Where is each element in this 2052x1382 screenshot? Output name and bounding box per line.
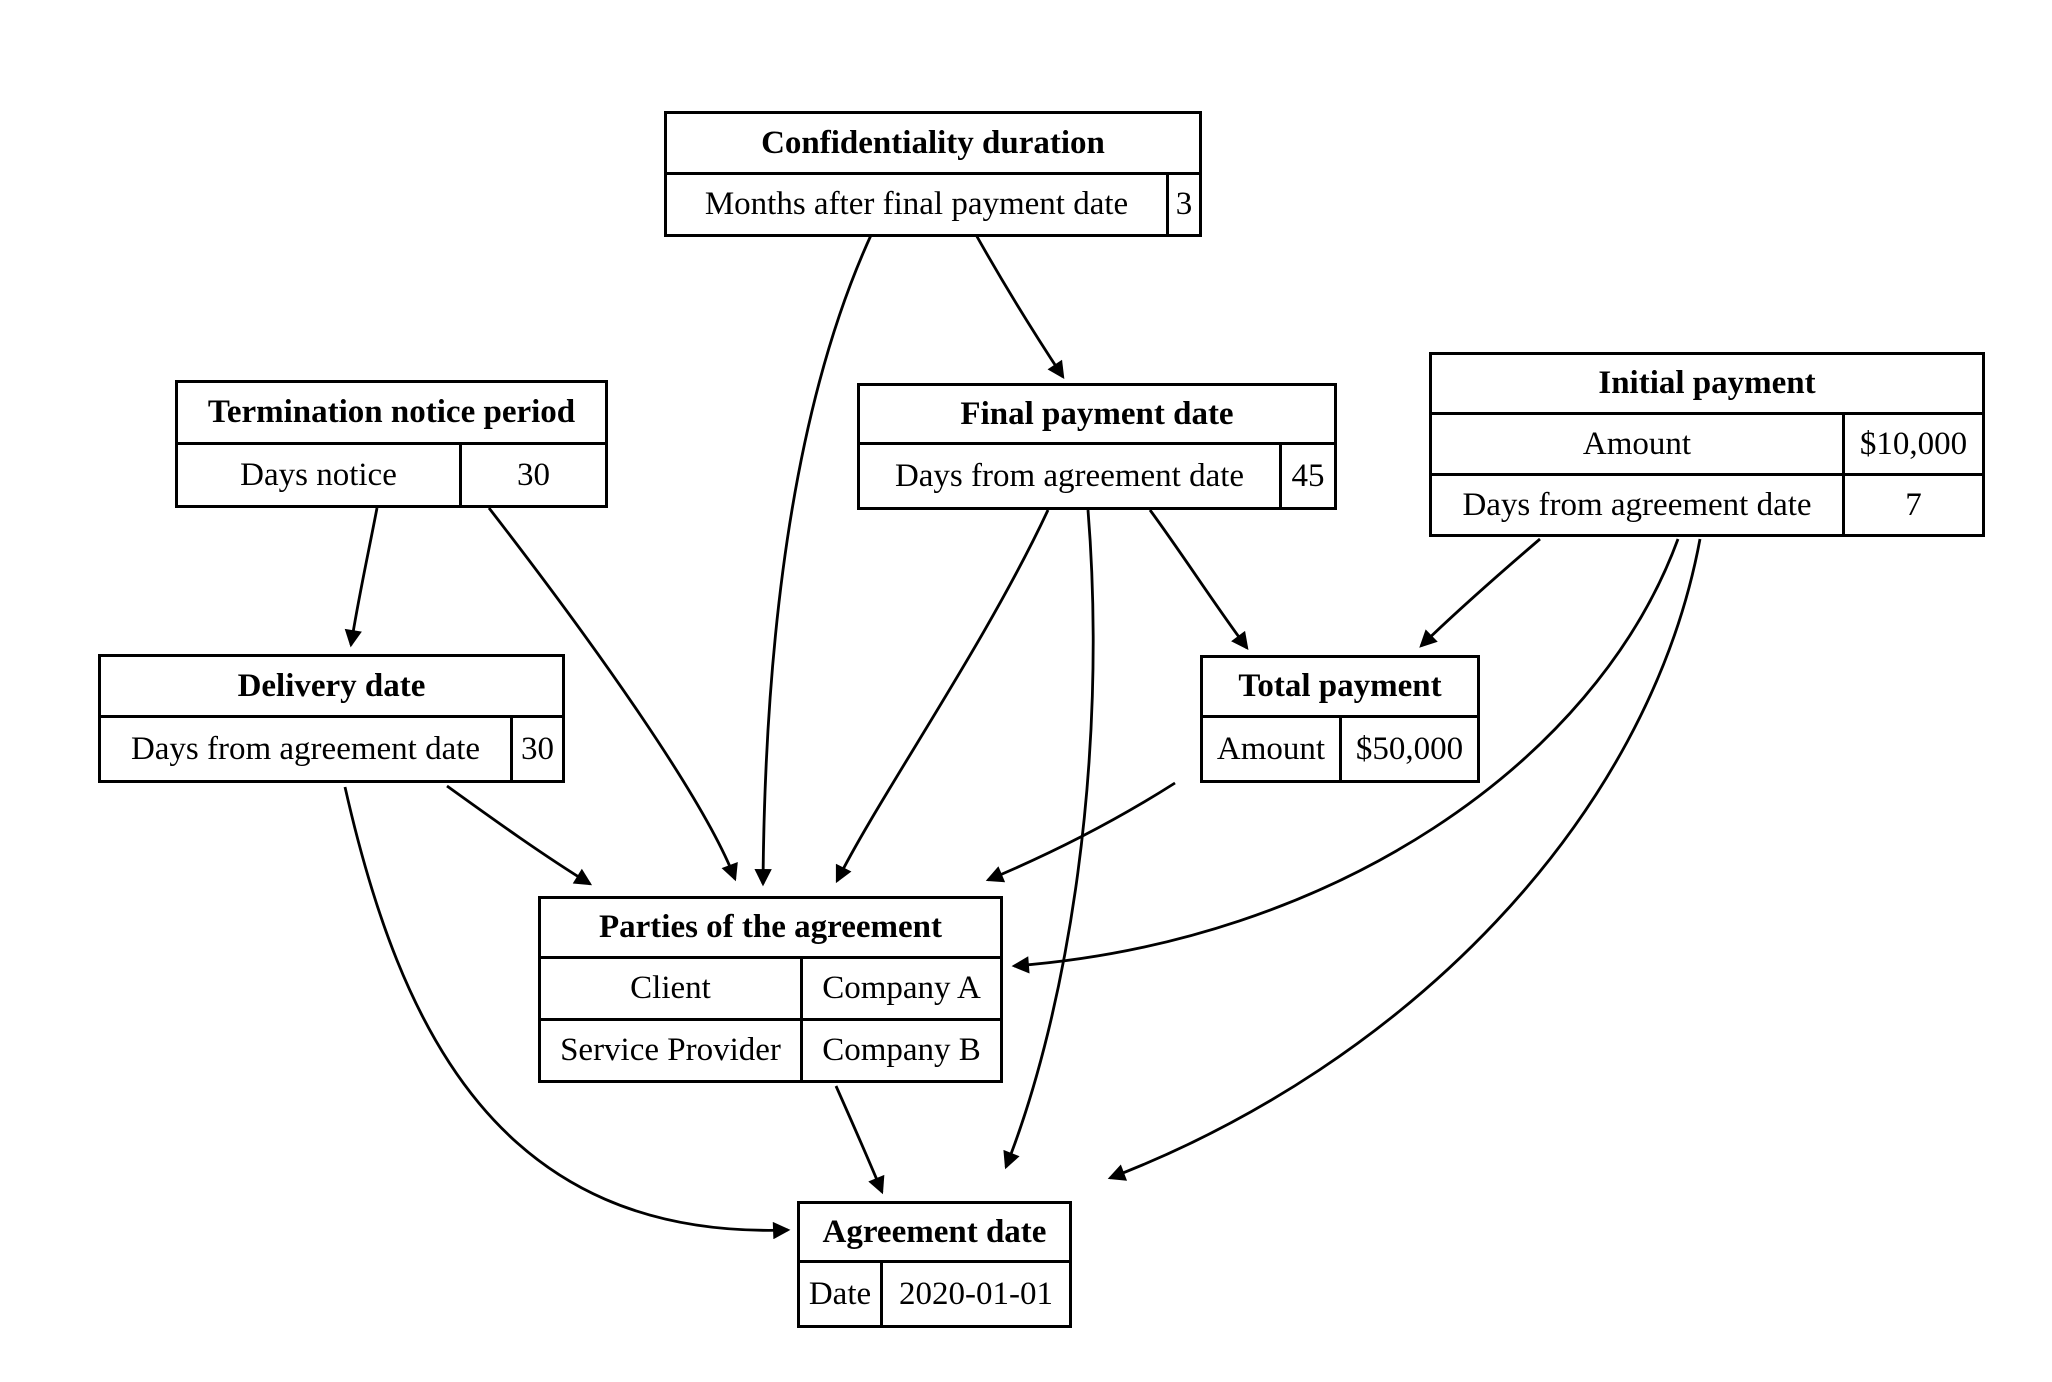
table-row bbox=[101, 718, 562, 780]
table-row bbox=[1432, 415, 1982, 473]
edge-final-payment-date-to-parties-of-the-agreement bbox=[837, 510, 1048, 881]
row-value: 45 bbox=[1279, 445, 1334, 507]
row-label: Amount bbox=[1216, 730, 1326, 767]
row-label: Days from agreement date bbox=[894, 457, 1245, 494]
row-label: Client bbox=[630, 970, 711, 1006]
row-value: 30 bbox=[510, 718, 562, 780]
node-initial-payment bbox=[1429, 352, 1985, 537]
row-value: $50,000 bbox=[1339, 718, 1477, 780]
table-row bbox=[800, 1263, 1069, 1325]
row-value: $10,000 bbox=[1842, 415, 1982, 473]
table-row bbox=[667, 175, 1199, 234]
node-confidentiality-duration bbox=[664, 111, 1202, 237]
node-termination-notice-period bbox=[175, 380, 608, 508]
row-label: Days notice bbox=[240, 456, 397, 493]
node-total-payment bbox=[1200, 655, 1480, 783]
node-delivery-date bbox=[98, 654, 565, 783]
row-value: Company B bbox=[800, 1021, 1000, 1080]
node-title: Parties of the agreement bbox=[541, 899, 1000, 959]
edge-delivery-date-to-parties-of-the-agreement bbox=[447, 786, 590, 884]
edge-termination-notice-period-to-delivery-date bbox=[351, 508, 377, 645]
edge-initial-payment-to-total-payment bbox=[1421, 539, 1540, 646]
node-title: Total payment bbox=[1203, 658, 1477, 718]
row-label: Amount bbox=[1582, 425, 1692, 462]
row-label: Months after final payment date bbox=[704, 186, 1129, 222]
node-agreement-date bbox=[797, 1201, 1072, 1328]
table-row bbox=[860, 445, 1334, 507]
row-label: Days from agreement date bbox=[1462, 486, 1812, 523]
row-value: Company A bbox=[800, 959, 1000, 1018]
row-label: Date bbox=[808, 1275, 872, 1312]
node-parties-of-the-agreement bbox=[538, 896, 1003, 1083]
row-value: 3 bbox=[1166, 175, 1199, 234]
node-title: Delivery date bbox=[101, 657, 562, 718]
row-value: 7 bbox=[1842, 476, 1982, 534]
row-label: Service Provider bbox=[560, 1032, 781, 1068]
node-title: Confidentiality duration bbox=[667, 114, 1199, 175]
row-label: Days from agreement date bbox=[130, 730, 481, 767]
table-row bbox=[541, 1018, 1000, 1080]
table-row bbox=[1432, 473, 1982, 534]
edge-parties-of-the-agreement-to-agreement-date bbox=[836, 1086, 882, 1192]
node-title: Initial payment bbox=[1432, 355, 1982, 415]
edge-final-payment-date-to-total-payment bbox=[1150, 510, 1247, 648]
node-final-payment-date bbox=[857, 383, 1337, 510]
table-row bbox=[1203, 718, 1477, 780]
table-row bbox=[178, 445, 605, 505]
row-value: 30 bbox=[459, 445, 605, 505]
edge-initial-payment-to-agreement-date bbox=[1110, 539, 1700, 1178]
edge-confidentiality-duration-to-final-payment-date bbox=[975, 233, 1063, 377]
node-title: Final payment date bbox=[860, 386, 1334, 445]
row-value: 2020-01-01 bbox=[880, 1263, 1069, 1325]
table-row bbox=[541, 959, 1000, 1018]
node-title: Agreement date bbox=[800, 1204, 1069, 1263]
node-title: Termination notice period bbox=[178, 383, 605, 445]
edge-confidentiality-duration-to-parties-of-the-agreement bbox=[763, 233, 872, 884]
